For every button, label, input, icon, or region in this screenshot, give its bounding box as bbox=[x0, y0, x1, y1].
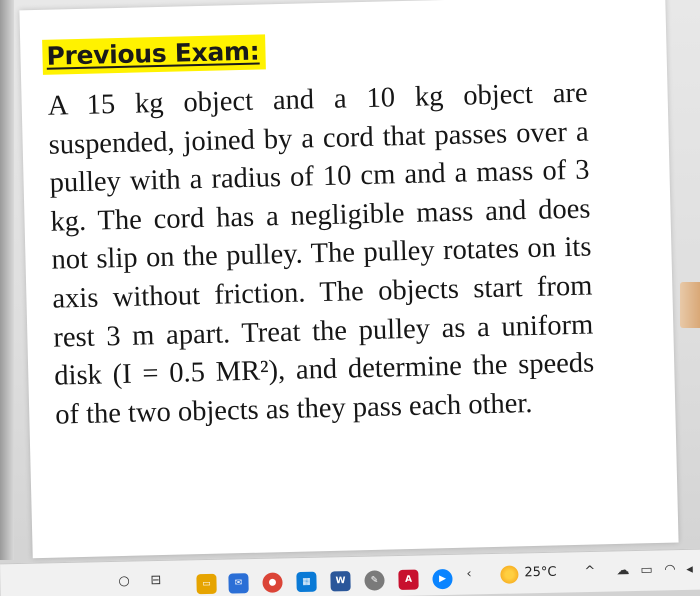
chevron-left-icon[interactable]: ‹ bbox=[466, 566, 472, 582]
wifi-icon[interactable]: ◠ bbox=[664, 562, 676, 578]
battery-icon[interactable]: ▭ bbox=[640, 562, 653, 578]
paint-icon[interactable]: ✎ bbox=[364, 570, 384, 590]
file-explorer-icon[interactable]: ▭ bbox=[196, 574, 216, 594]
word-icon[interactable]: W bbox=[330, 571, 350, 591]
side-panel-tab[interactable] bbox=[680, 282, 700, 328]
store-icon[interactable]: ▦ bbox=[296, 572, 316, 592]
slide-heading: Previous Exam: bbox=[42, 34, 266, 74]
onedrive-icon[interactable]: ☁ bbox=[616, 563, 630, 579]
mail-icon[interactable]: ✉ bbox=[228, 573, 248, 593]
task-view-icon[interactable]: ⊟ bbox=[150, 572, 162, 589]
volume-icon[interactable]: ◂ bbox=[686, 561, 694, 577]
media-player-icon[interactable]: ▶ bbox=[432, 569, 452, 589]
chevron-up-icon[interactable]: ^ bbox=[584, 563, 596, 580]
presentation-slide bbox=[19, 0, 678, 558]
temperature-readout[interactable]: 25°C bbox=[524, 564, 557, 581]
acrobat-icon[interactable]: A bbox=[398, 570, 418, 590]
chrome-icon[interactable]: ● bbox=[262, 572, 282, 592]
window-left-edge bbox=[0, 0, 14, 560]
search-icon[interactable]: ○ bbox=[118, 573, 130, 589]
weather-icon[interactable] bbox=[500, 565, 518, 583]
problem-statement: A 15 kg object and a 10 kg object are suspended, joined by a cord that passes over a pulley with a radius of 10 cm and a mass of 3 kg. The cord has a negligible mass and does not slip on the pulley. The pulley rotates on its axis without friction. The objects start from rest 3 m apart. Treat the pulley as a uniform disk (I = 0.5 MR²), and determine the speeds of the two objects as they pass each other. bbox=[47, 77, 595, 431]
